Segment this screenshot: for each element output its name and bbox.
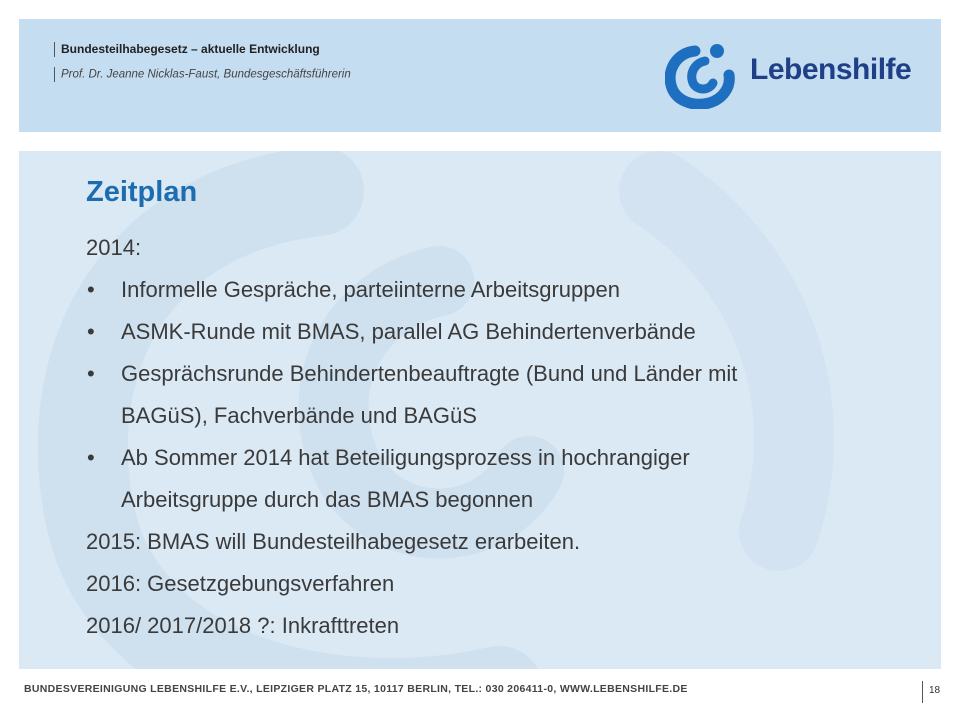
line-text: Ab Sommer 2014 hat Beteiligungsprozess in hochrangiger [121, 445, 690, 470]
line-text: 2016/ 2017/2018 ?: Inkrafttreten [86, 613, 400, 638]
title-divider [54, 42, 55, 57]
bullet-dot: • [87, 319, 95, 344]
line-text: 2014: [86, 235, 142, 260]
bullet-continuation [86, 479, 916, 521]
timeline-line [86, 563, 916, 605]
timeline-line [86, 521, 916, 563]
lebenshilfe-logo-icon [665, 41, 745, 109]
page-number: 18 [929, 685, 941, 696]
slide-title: Zeitplan [86, 176, 198, 208]
bullet-continuation [86, 395, 916, 437]
header-banner [19, 19, 941, 132]
line-text: Gesprächsrunde Behindertenbeauftragte (Bund und Länder mit [121, 361, 738, 386]
timeline-line [86, 227, 916, 269]
presenter-name-text: Prof. Dr. Jeanne Nicklas-Faust, Bundesgeschäftsführerin [61, 68, 351, 81]
lebenshilfe-logo [665, 41, 935, 109]
bullet-item [86, 437, 916, 479]
presenter-name [54, 67, 351, 82]
line-text: Arbeitsgruppe durch das BMAS begonnen [121, 487, 534, 512]
slide-content [19, 151, 941, 669]
logo-wordmark: Lebenshilfe [750, 53, 912, 86]
line-text: 2016: Gesetzgebungsverfahren [86, 571, 395, 596]
bullet-dot: • [87, 277, 95, 302]
bullet-item [86, 311, 916, 353]
page-divider [922, 681, 923, 703]
footer-address: BUNDESVEREINIGUNG LEBENSHILFE E.V., LEIPZIGER PLATZ 15, 10117 BERLIN, TEL.: 030 206411-0, WWW.LEBENSHILFE.DE [24, 683, 688, 695]
bullet-dot: • [87, 445, 95, 470]
presentation-title [54, 42, 320, 57]
timeline-line [86, 605, 916, 647]
bullet-item [86, 353, 916, 395]
presentation-title-text: Bundesteilhabegesetz – aktuelle Entwicklung [61, 42, 320, 56]
bullet-item [86, 269, 916, 311]
line-text: 2015: BMAS will Bundesteilhabegesetz erarbeiten. [86, 529, 581, 554]
bullet-dot: • [87, 361, 95, 386]
line-text: Informelle Gespräche, parteiinterne Arbeitsgruppen [121, 277, 620, 302]
timeline-list [86, 227, 916, 647]
subtitle-divider [54, 67, 55, 82]
line-text: BAGüS), Fachverbände und BAGüS [121, 403, 477, 428]
line-text: ASMK-Runde mit BMAS, parallel AG Behindertenverbände [121, 319, 696, 344]
